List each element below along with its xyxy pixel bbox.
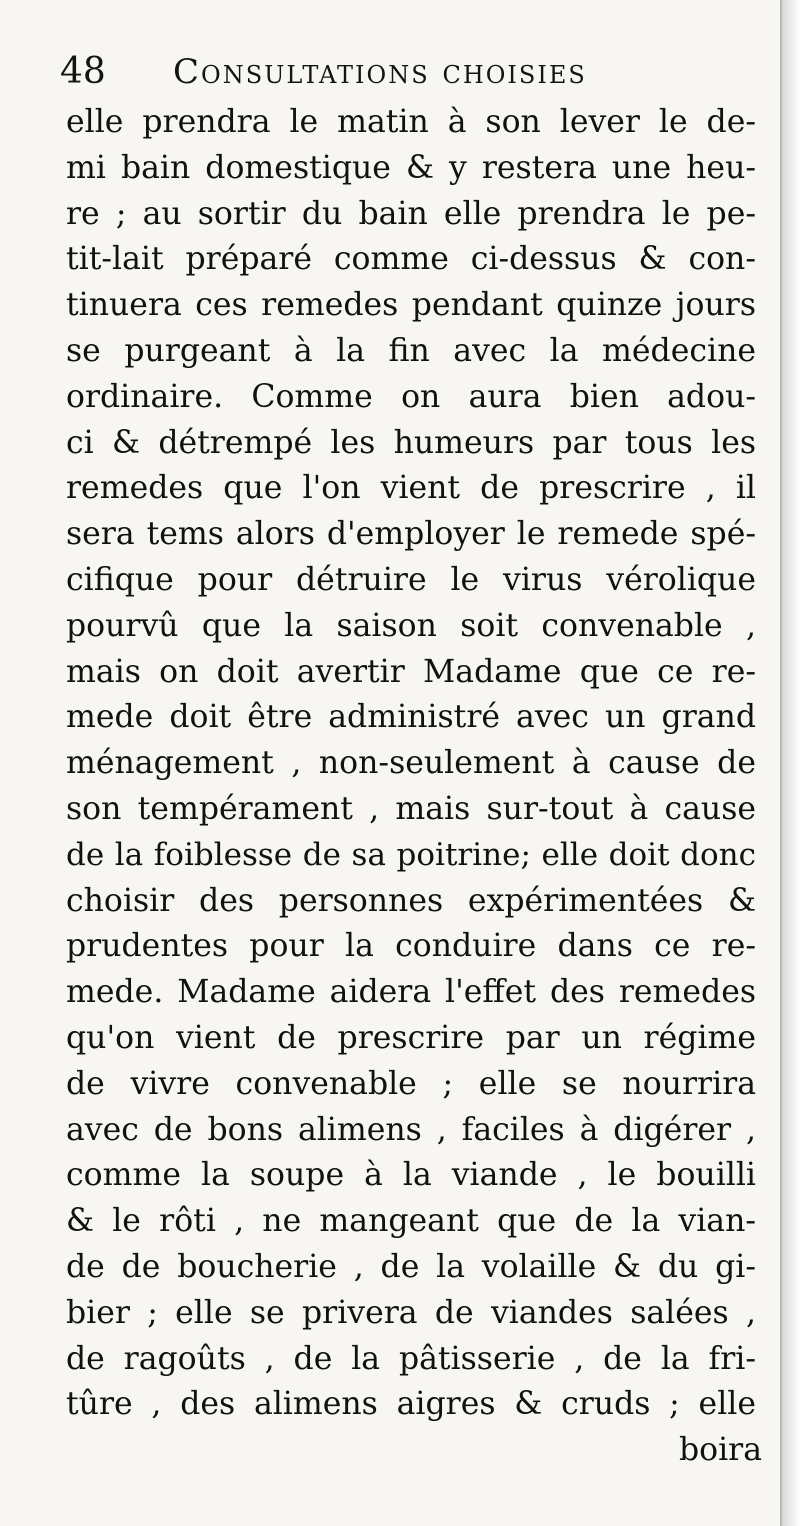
catchword: boira — [678, 1432, 762, 1468]
text-line: sera tems alors d'employer le remede spé- — [66, 516, 756, 553]
text-line: se purgeant à la fin avec la médecine — [66, 332, 756, 369]
text-line: cifique pour détruire le virus vérolique — [66, 561, 756, 598]
text-line: mede doit être administré avec un grand — [66, 699, 756, 736]
text-line: de la foiblesse de sa poitrine; elle doit donc — [66, 836, 756, 873]
text-line: de de boucherie , de la volaille & du gi- — [66, 1248, 756, 1285]
text-line: remedes que l'on vient de prescrire , il — [66, 470, 756, 507]
text-line: re ; au sortir du bain elle prendra le pe- — [66, 195, 756, 232]
text-line: pourvû que la saison soit convenable , — [66, 607, 756, 644]
text-line: prudentes pour la conduire dans ce re- — [66, 928, 756, 965]
text-line: qu'on vient de prescrire par un régime — [66, 1019, 756, 1056]
text-line: tinuera ces remedes pendant quinze jours — [66, 287, 756, 324]
text-line: ordinaire. Comme on aura bien adou- — [66, 378, 756, 415]
text-line: tit-lait préparé comme ci-dessus & con- — [66, 241, 756, 278]
body-text — [66, 100, 756, 1428]
text-line: & le rôti , ne mangeant que de la vian- — [66, 1203, 756, 1240]
text-line: elle prendra le matin à son lever le de- — [66, 104, 756, 140]
text-line: ménagement , non-seulement à cause de — [66, 745, 756, 782]
running-title: Consultations choisies — [173, 52, 587, 92]
text-line: ci & détrempé les humeurs par tous les — [66, 424, 756, 461]
text-line: tûre , des alimens aigres & cruds ; elle — [66, 1386, 756, 1423]
page-number: 48 — [60, 51, 106, 92]
text-line: son tempérament , mais sur-tout à cause — [66, 790, 756, 827]
page-edge-shadow — [782, 0, 800, 1526]
text-line: mi bain domestique & y restera une heu- — [66, 149, 756, 186]
text-line: avec de bons alimens , faciles à digérer , — [66, 1111, 756, 1148]
text-line: bier ; elle se privera de viandes salées , — [66, 1294, 756, 1331]
text-line: mais on doit avertir Madame que ce re- — [66, 653, 756, 690]
text-line: de vivre convenable ; elle se nourrira — [66, 1065, 756, 1102]
text-line: choisir des personnes expérimentées & — [66, 882, 756, 919]
text-line: mede. Madame aidera l'effet des remedes — [66, 974, 756, 1011]
page-header — [60, 50, 760, 100]
text-line: de ragoûts , de la pâtisserie , de la fri- — [66, 1340, 756, 1377]
text-line: comme la soupe à la viande , le bouilli — [66, 1157, 756, 1194]
